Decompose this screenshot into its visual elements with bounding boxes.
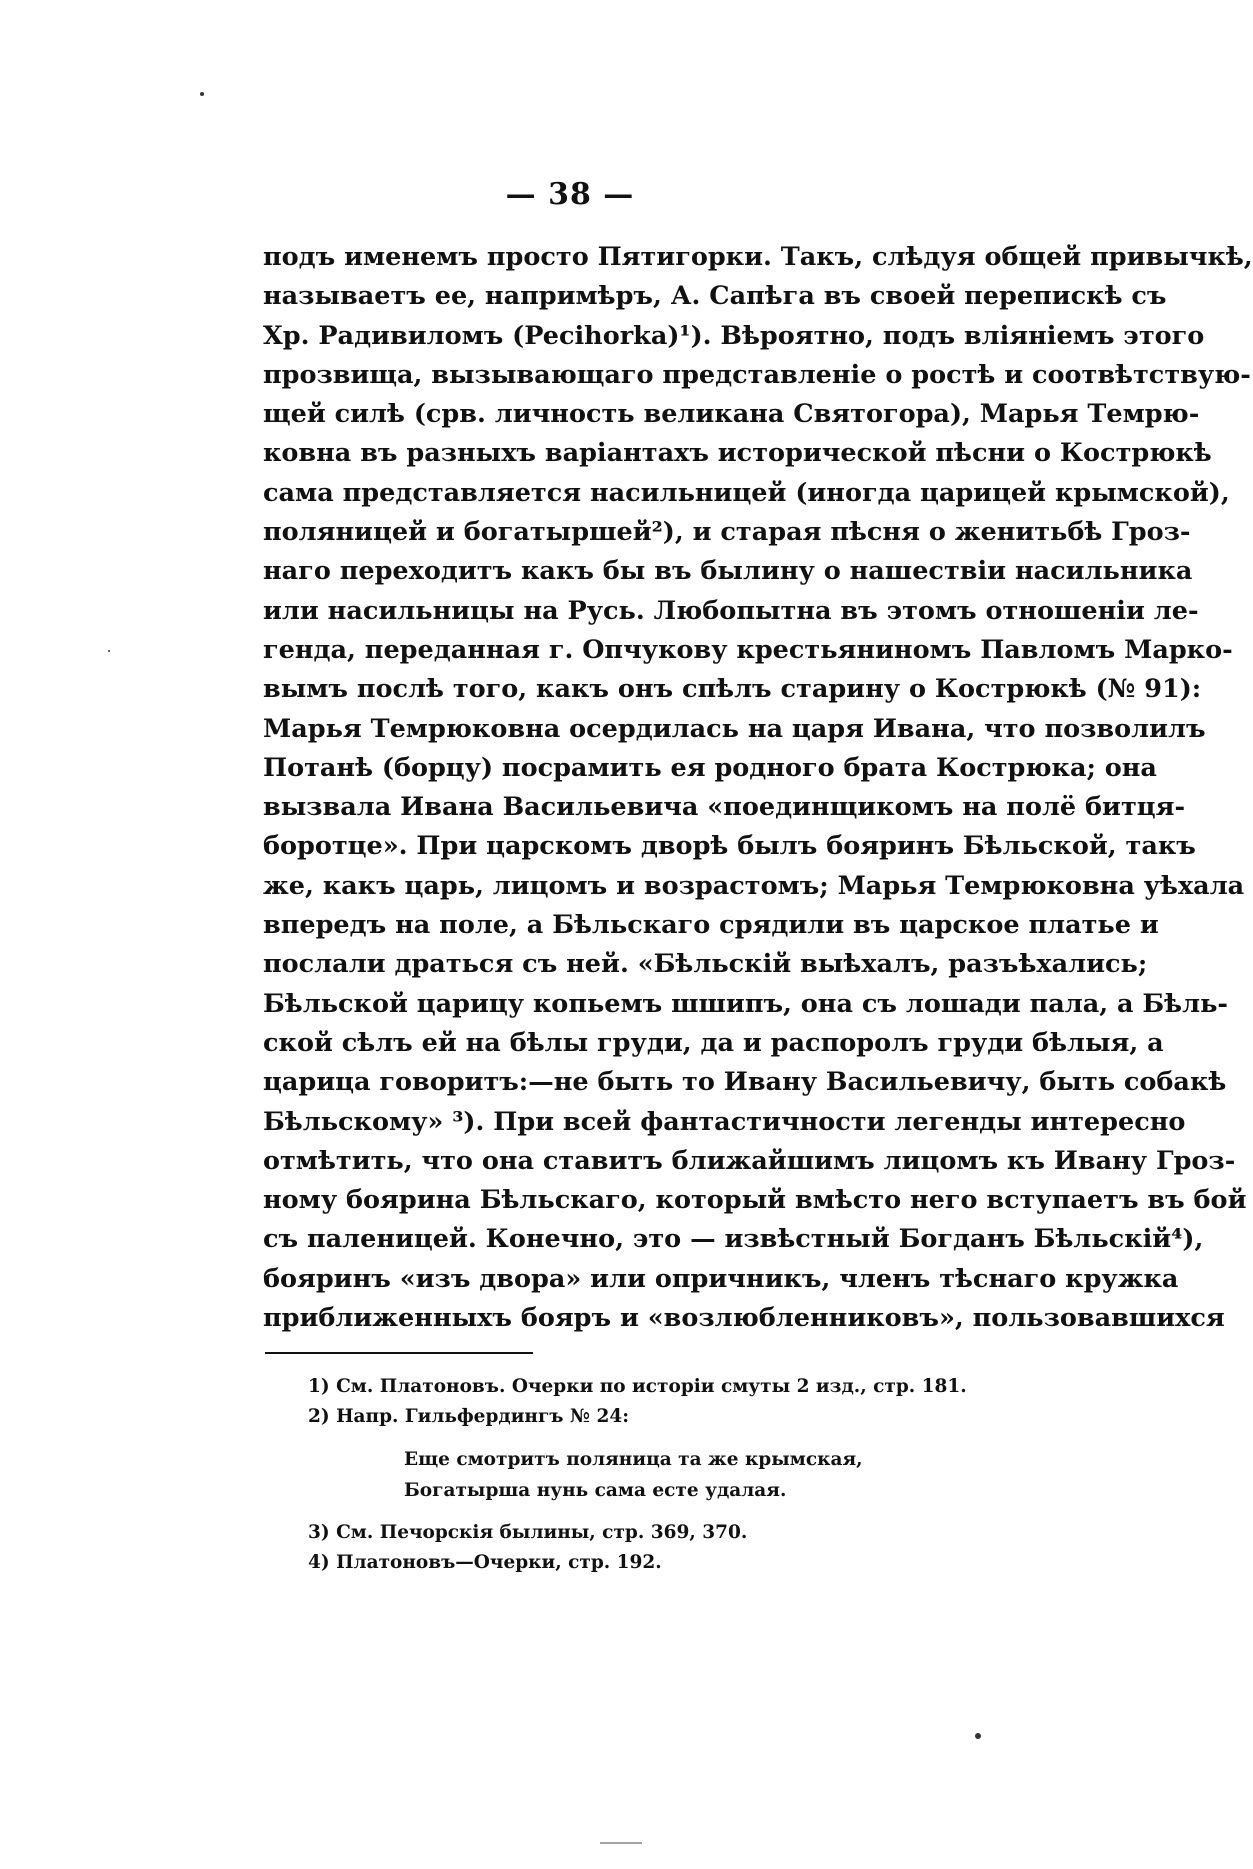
text-line: наго переходитъ какъ бы въ былину о нашествіи насильника bbox=[263, 556, 1193, 587]
footnote-2-quote bbox=[308, 1444, 1008, 1506]
quote-line: Еще смотритъ поляница та же крымская, bbox=[404, 1449, 863, 1470]
quote-line: Богатырша нунь сама есте удалая. bbox=[404, 1480, 787, 1501]
footnote-separator bbox=[265, 1352, 533, 1354]
text-line: прозвища, вызывающаго представленіе о ростѣ и соотвѣтствую- bbox=[263, 359, 1251, 390]
text-line: боротце». При царскомъ дворѣ былъ бояринъ Бѣльской, такъ bbox=[263, 831, 1196, 862]
text-line: приближенныхъ бояръ и «возлюбленниковъ», пользовавшихся bbox=[263, 1303, 1225, 1334]
text-line: царица говоритъ:—не быть то Ивану Васильевичу, быть собакѣ bbox=[263, 1067, 1227, 1098]
text-line: бояринъ «изъ двора» или опричникъ, членъ тѣснаго кружка bbox=[263, 1263, 1179, 1294]
text-line: впередъ на поле, а Бѣльскаго срядили въ царское платье и bbox=[263, 910, 1159, 941]
main-text bbox=[263, 238, 1253, 1338]
text-line: Бѣльской царицу копьемъ шшипъ, она съ лошади пала, а Бѣль- bbox=[263, 988, 1228, 1019]
text-line: же, какъ царь, лицомъ и возрастомъ; Марья Темрюковна уѣхала bbox=[263, 870, 1245, 901]
text-line: послали драться съ ней. «Бѣльскій выѣхалъ, разъѣхались; bbox=[263, 949, 1148, 980]
text-line: ному боярина Бѣльскаго, который вмѣсто него вступаетъ въ бой bbox=[263, 1185, 1247, 1216]
text-line: съ паленицей. Конечно, это — извѣстный Богданъ Бѣльскій⁴), bbox=[263, 1224, 1204, 1255]
text-line: называетъ ее, напримѣръ, А. Сапѣга въ своей перепискѣ съ bbox=[263, 281, 1167, 312]
footnote-2: 2) Напр. Гильфердингъ № 24: bbox=[308, 1406, 630, 1427]
text-line: Потанѣ (борцу) посрамить ея родного брата Кострюка; она bbox=[263, 752, 1157, 783]
scan-speck bbox=[108, 650, 110, 652]
footnote-3: 3) См. Печорскія былины, стр. 369, 370. bbox=[308, 1522, 748, 1543]
text-line: вымъ послѣ того, какъ онъ спѣлъ старину о Кострюкѣ (№ 91): bbox=[263, 674, 1202, 705]
text-line: поляницей и богатыршей²), и старая пѣсня о женитьбѣ Гроз- bbox=[263, 517, 1191, 548]
text-line: Бѣльскому» ³). При всей фантастичности легенды интересно bbox=[263, 1106, 1186, 1137]
text-line: отмѣтить, что она ставитъ ближайшимъ лицомъ къ Ивану Гроз- bbox=[263, 1145, 1236, 1176]
text-line: Марья Темрюковна осердилась на царя Ивана, что позволилъ bbox=[263, 713, 1206, 744]
text-line: вызвала Ивана Васильевича «поединщикомъ на полё битця- bbox=[263, 792, 1186, 823]
footnotes bbox=[308, 1372, 1008, 1578]
text-line: ковна въ разныхъ варіантахъ исторической пѣсни о Кострюкѣ bbox=[263, 438, 1212, 469]
scan-mark bbox=[600, 1842, 642, 1844]
page-number: — 38 — bbox=[505, 177, 635, 212]
text-line: сама представляется насильницей (иногда царицей крымской), bbox=[263, 477, 1230, 508]
footnote-1: 1) См. Платоновъ. Очерки по исторіи смуты 2 изд., стр. 181. bbox=[308, 1376, 967, 1397]
footnote-4: 4) Платоновъ—Очерки, стр. 192. bbox=[308, 1552, 662, 1573]
text-line: подъ именемъ просто Пятигорки. Такъ, слѣдуя общей привычкѣ, bbox=[263, 242, 1253, 272]
text-line: Хр. Радивиломъ (Pecihorka)¹). Вѣроятно, подъ вліяніемъ этого bbox=[263, 320, 1205, 351]
text-line: или насильницы на Русь. Любопытна въ этомъ отношеніи ле- bbox=[263, 595, 1199, 626]
text-line: щей силѣ (срв. личность великана Святогора), Марья Темрю- bbox=[263, 399, 1200, 430]
scan-speck bbox=[975, 1733, 981, 1739]
scan-speck bbox=[200, 92, 204, 96]
text-line: генда, переданная г. Опчукову крестьяниномъ Павломъ Марко- bbox=[263, 634, 1233, 665]
text-line: ской сѣлъ ей на бѣлы груди, да и распоролъ груди бѣлыя, а bbox=[263, 1027, 1164, 1058]
